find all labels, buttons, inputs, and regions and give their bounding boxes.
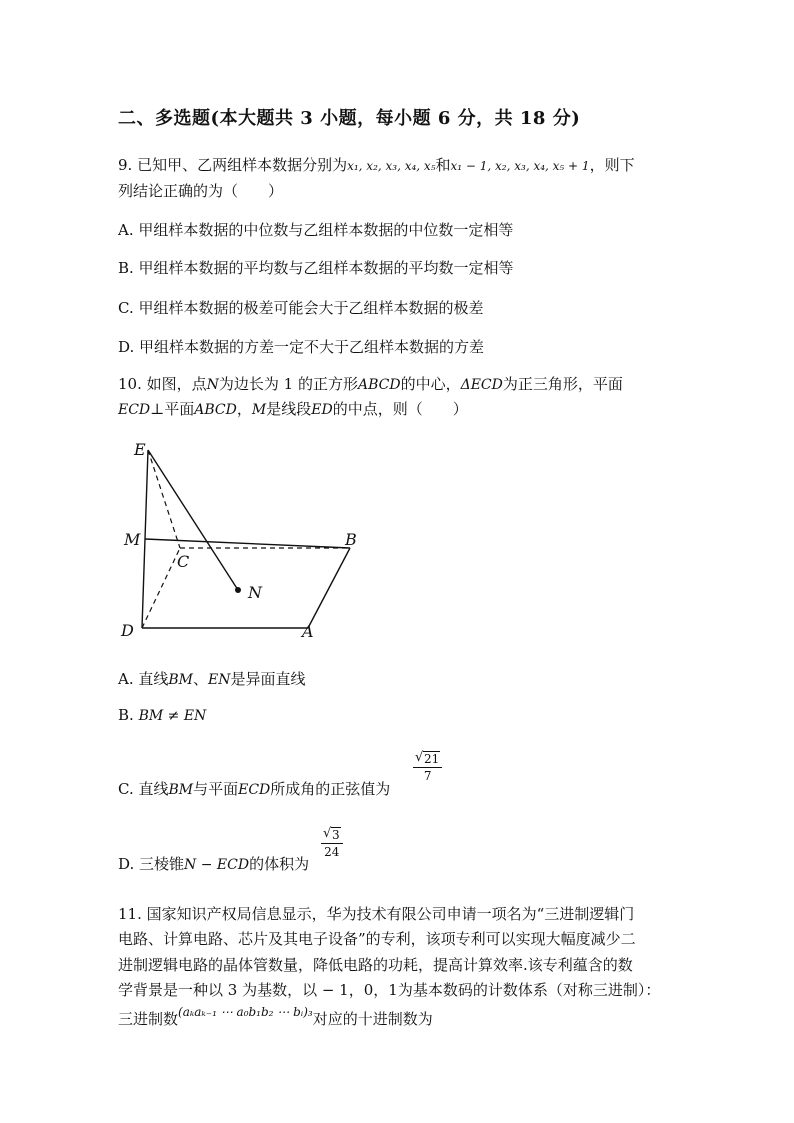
edge-dc: [142, 548, 180, 628]
q10-line1: [118, 373, 623, 394]
section-heading: 二、多选题(本大题共 3 小题，每小题 6 分，共 18 分): [118, 108, 581, 129]
q10-text: 10. 如图，点: [118, 375, 207, 393]
q10-fraction-d-den: 24: [324, 845, 340, 859]
q11-line5: [118, 1005, 433, 1029]
q10-line-bm: BM: [168, 782, 194, 798]
q9-option-c: C. 甲组样本数据的极差可能会大于乙组样本数据的极差: [118, 299, 484, 317]
q10-text: 是线段: [266, 400, 312, 418]
q10-fraction-d: √ 3 24: [321, 828, 343, 859]
q10-text: 的中点，则（ ）: [332, 400, 468, 418]
q10-plane-ecd: ECD: [118, 402, 151, 418]
q11-line2: 电路、计算电路、芯片及其电子设备”的专利，该项专利可以实现大幅度减少二: [118, 930, 636, 948]
q10-option-a: [118, 668, 306, 689]
q10-line-bm: BM: [168, 672, 193, 688]
q9-data-b: x₁ − 1, x₂, x₃, x₄, x₅ + 1: [450, 159, 590, 173]
q10-plane-ecd: ECD: [238, 782, 271, 798]
q11-line4: 学背景是一种以 3 为基数，以 − 1，0，1为基本数码的计数体系（对称三进制）：: [118, 981, 661, 999]
segment-mb: [145, 539, 350, 548]
q10-text: 的体积为: [249, 855, 310, 873]
q10-text: B.: [118, 706, 134, 724]
q10-square-abcd: ABCD: [357, 377, 401, 393]
q10-line-en: EN: [208, 672, 231, 688]
q9-and: 和: [435, 156, 451, 174]
q10-segment-ed: ED: [311, 402, 333, 418]
q10-option-d: [118, 853, 309, 874]
q9-suffix: ，则下: [589, 156, 635, 174]
q9-line1: [118, 154, 635, 175]
segment-en: [148, 450, 238, 590]
q9-option-b: B. 甲组样本数据的平均数与乙组样本数据的平均数一定相等: [118, 259, 514, 277]
q10-text: 所成角的正弦值为: [270, 780, 391, 798]
q10-text: D. 三棱锥: [118, 855, 185, 873]
label-c: C: [177, 552, 190, 571]
q10-text: ⊥平面: [150, 400, 195, 418]
q9-line2: 列结论正确的为（ ）: [118, 182, 284, 200]
label-a: A: [302, 622, 314, 641]
q11-line1: 11. 国家知识产权局信息显示，华为技术有限公司申请一项名为“三进制逻辑门: [118, 905, 635, 923]
q11-line3: 进制逻辑电路的晶体管数量，降低电路的功耗，提高计算效率.该专利蕴含的数: [118, 956, 633, 974]
edge-ec: [148, 450, 180, 548]
q10-text: 、: [193, 670, 209, 688]
label-b: B: [345, 530, 357, 549]
label-n: N: [248, 583, 262, 602]
q11-text: 三进制数: [118, 1010, 179, 1028]
q10-pyramid: N − ECD: [184, 857, 250, 873]
q10-option-c: [118, 778, 390, 799]
geometry-figure: [110, 430, 380, 650]
q10-text: A. 直线: [118, 670, 169, 688]
q10-text: 是异面直线: [230, 670, 306, 688]
q11-ternary-number: (aₖaₖ₋₁ ⋯ a₀b₁b₂ ⋯ bᵢ)₃: [178, 1005, 313, 1019]
q10-point-m: M: [251, 402, 267, 418]
q10-line2: [118, 398, 468, 419]
q10-text: 的中心，: [400, 375, 461, 393]
q9-option-d: D. 甲组样本数据的方差一定不大于乙组样本数据的方差: [118, 338, 485, 356]
q10-point-n: N: [206, 377, 219, 393]
q11-text: 对应的十进制数为: [312, 1010, 433, 1028]
q10-text: C. 直线: [118, 780, 169, 798]
edge-ab: [308, 548, 350, 628]
q9-option-a: A. 甲组样本数据的中位数与乙组样本数据的中位数一定相等: [118, 221, 514, 239]
q10-text: 与平面: [193, 780, 239, 798]
q10-fraction-c: √ 21 7: [413, 752, 442, 783]
q10-fraction-c-den: 7: [423, 769, 432, 783]
q10-triangle-ecd: ΔECD: [460, 377, 503, 393]
label-e: E: [134, 440, 146, 459]
label-d: D: [121, 621, 134, 640]
q10-fraction-d-num: 3: [332, 828, 340, 842]
q10-option-b: [118, 706, 206, 724]
label-m: M: [124, 530, 141, 549]
q10-text: 为正三角形，平面: [502, 375, 623, 393]
q10-text: ，: [236, 400, 252, 418]
q10-fraction-c-num: 21: [424, 752, 440, 766]
q10-plane-abcd: ABCD: [194, 402, 237, 418]
q9-prefix: 9. 已知甲、乙两组样本数据分别为: [118, 156, 348, 174]
q9-data-a: x₁, x₂, x₃, x₄, x₅: [347, 159, 436, 173]
q10-inequality: BM ≠ EN: [138, 708, 207, 724]
q10-text: 为边长为 1 的正方形: [218, 375, 358, 393]
point-n-dot: [235, 587, 241, 593]
